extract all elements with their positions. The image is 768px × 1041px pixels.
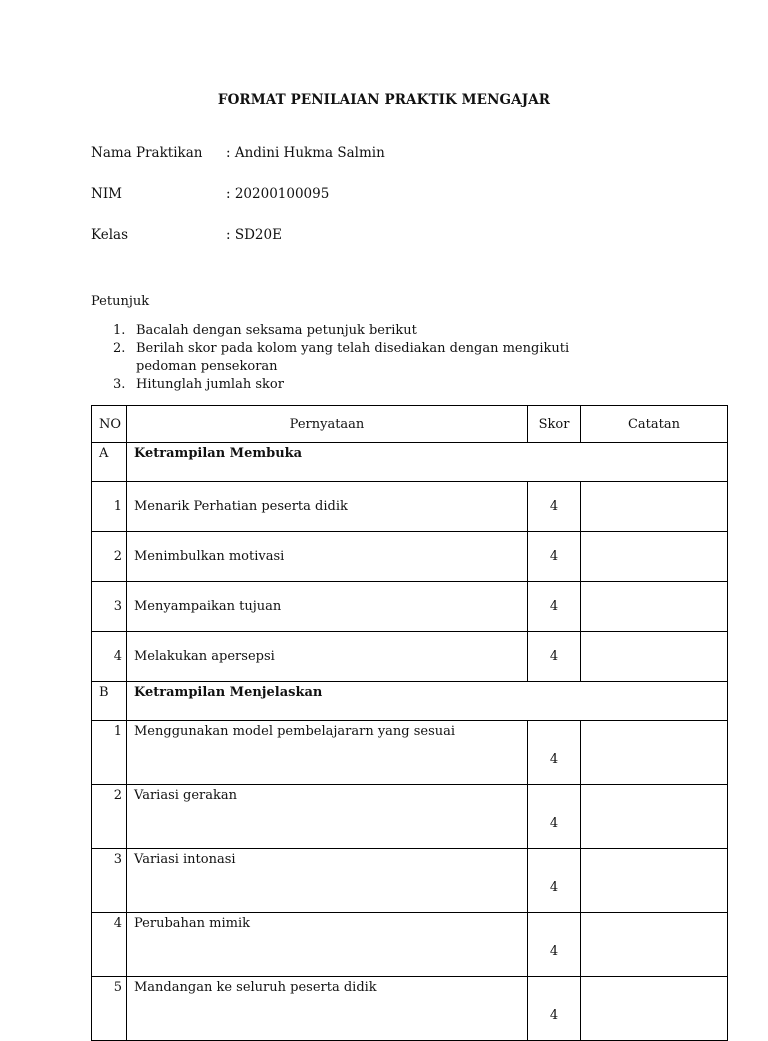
- field-value-nim: : 20200100095: [226, 186, 330, 202]
- row-number: 3: [92, 582, 127, 632]
- row-statement: Mandangan ke seluruh peserta didik: [127, 977, 528, 1041]
- row-notes: [581, 849, 728, 913]
- header-no: NO: [92, 406, 127, 443]
- section-title: Ketrampilan Membuka: [127, 443, 728, 482]
- row-number: 2: [92, 532, 127, 582]
- table-row: [92, 849, 728, 913]
- instruction-item: [91, 376, 571, 394]
- row-statement: Melakukan apersepsi: [127, 632, 528, 682]
- row-number: 1: [92, 482, 127, 532]
- row-statement: Variasi intonasi: [127, 849, 528, 913]
- row-number: 4: [92, 632, 127, 682]
- field-label-nim: NIM: [91, 186, 122, 202]
- instruction-text: Berilah skor pada kolom yang telah disediakan dengan mengikuti pedoman pensekoran: [136, 341, 570, 374]
- table-header-row: [92, 406, 728, 443]
- row-notes: [581, 532, 728, 582]
- row-notes: [581, 977, 728, 1041]
- section-title: Ketrampilan Menjelaskan: [127, 682, 728, 721]
- document-title: FORMAT PENILAIAN PRAKTIK MENGAJAR: [217, 92, 551, 108]
- field-label-name: Nama Praktikan: [91, 145, 203, 161]
- row-statement: Menimbulkan motivasi: [127, 532, 528, 582]
- row-number: 2: [92, 785, 127, 849]
- instructions-list: [91, 322, 571, 394]
- instruction-number: 3.: [113, 377, 126, 392]
- field-value-class: : SD20E: [226, 227, 282, 243]
- header-notes: Catatan: [581, 406, 728, 443]
- table-row: [92, 482, 728, 532]
- assessment-table: [91, 405, 728, 1041]
- row-score: 4: [528, 913, 581, 977]
- row-number: 4: [92, 913, 127, 977]
- instruction-item: [91, 322, 571, 340]
- instruction-text: Hitunglah jumlah skor: [136, 377, 284, 392]
- instruction-number: 1.: [113, 323, 126, 338]
- row-notes: [581, 721, 728, 785]
- row-statement: Menyampaikan tujuan: [127, 582, 528, 632]
- instruction-number: 2.: [113, 341, 126, 356]
- row-notes: [581, 913, 728, 977]
- instruction-item: [91, 340, 571, 376]
- header-statement: Pernyataan: [127, 406, 528, 443]
- row-statement: Variasi gerakan: [127, 785, 528, 849]
- section-letter: B: [92, 682, 127, 721]
- instructions-heading: Petunjuk: [91, 294, 150, 309]
- table-row: [92, 532, 728, 582]
- table-row: [92, 721, 728, 785]
- table-row: [92, 977, 728, 1041]
- row-number: 5: [92, 977, 127, 1041]
- table-row: [92, 632, 728, 682]
- table-row: [92, 582, 728, 632]
- row-score: 4: [528, 532, 581, 582]
- field-label-class: Kelas: [91, 227, 129, 243]
- section-letter: A: [92, 443, 127, 482]
- header-score: Skor: [528, 406, 581, 443]
- row-score: 4: [528, 785, 581, 849]
- row-score: 4: [528, 977, 581, 1041]
- instruction-text: Bacalah dengan seksama petunjuk berikut: [136, 323, 417, 338]
- table-row: [92, 785, 728, 849]
- row-score: 4: [528, 632, 581, 682]
- row-notes: [581, 482, 728, 532]
- row-score: 4: [528, 721, 581, 785]
- section-row-a: [92, 443, 728, 482]
- row-number: 1: [92, 721, 127, 785]
- field-value-name: : Andini Hukma Salmin: [226, 145, 385, 161]
- row-score: 4: [528, 482, 581, 532]
- row-notes: [581, 632, 728, 682]
- row-statement: Menggunakan model pembelajararn yang sesuai: [127, 721, 528, 785]
- table-row: [92, 913, 728, 977]
- row-notes: [581, 582, 728, 632]
- row-score: 4: [528, 849, 581, 913]
- row-statement: Perubahan mimik: [127, 913, 528, 977]
- section-row-b: [92, 682, 728, 721]
- row-score: 4: [528, 582, 581, 632]
- row-notes: [581, 785, 728, 849]
- row-number: 3: [92, 849, 127, 913]
- row-statement: Menarik Perhatian peserta didik: [127, 482, 528, 532]
